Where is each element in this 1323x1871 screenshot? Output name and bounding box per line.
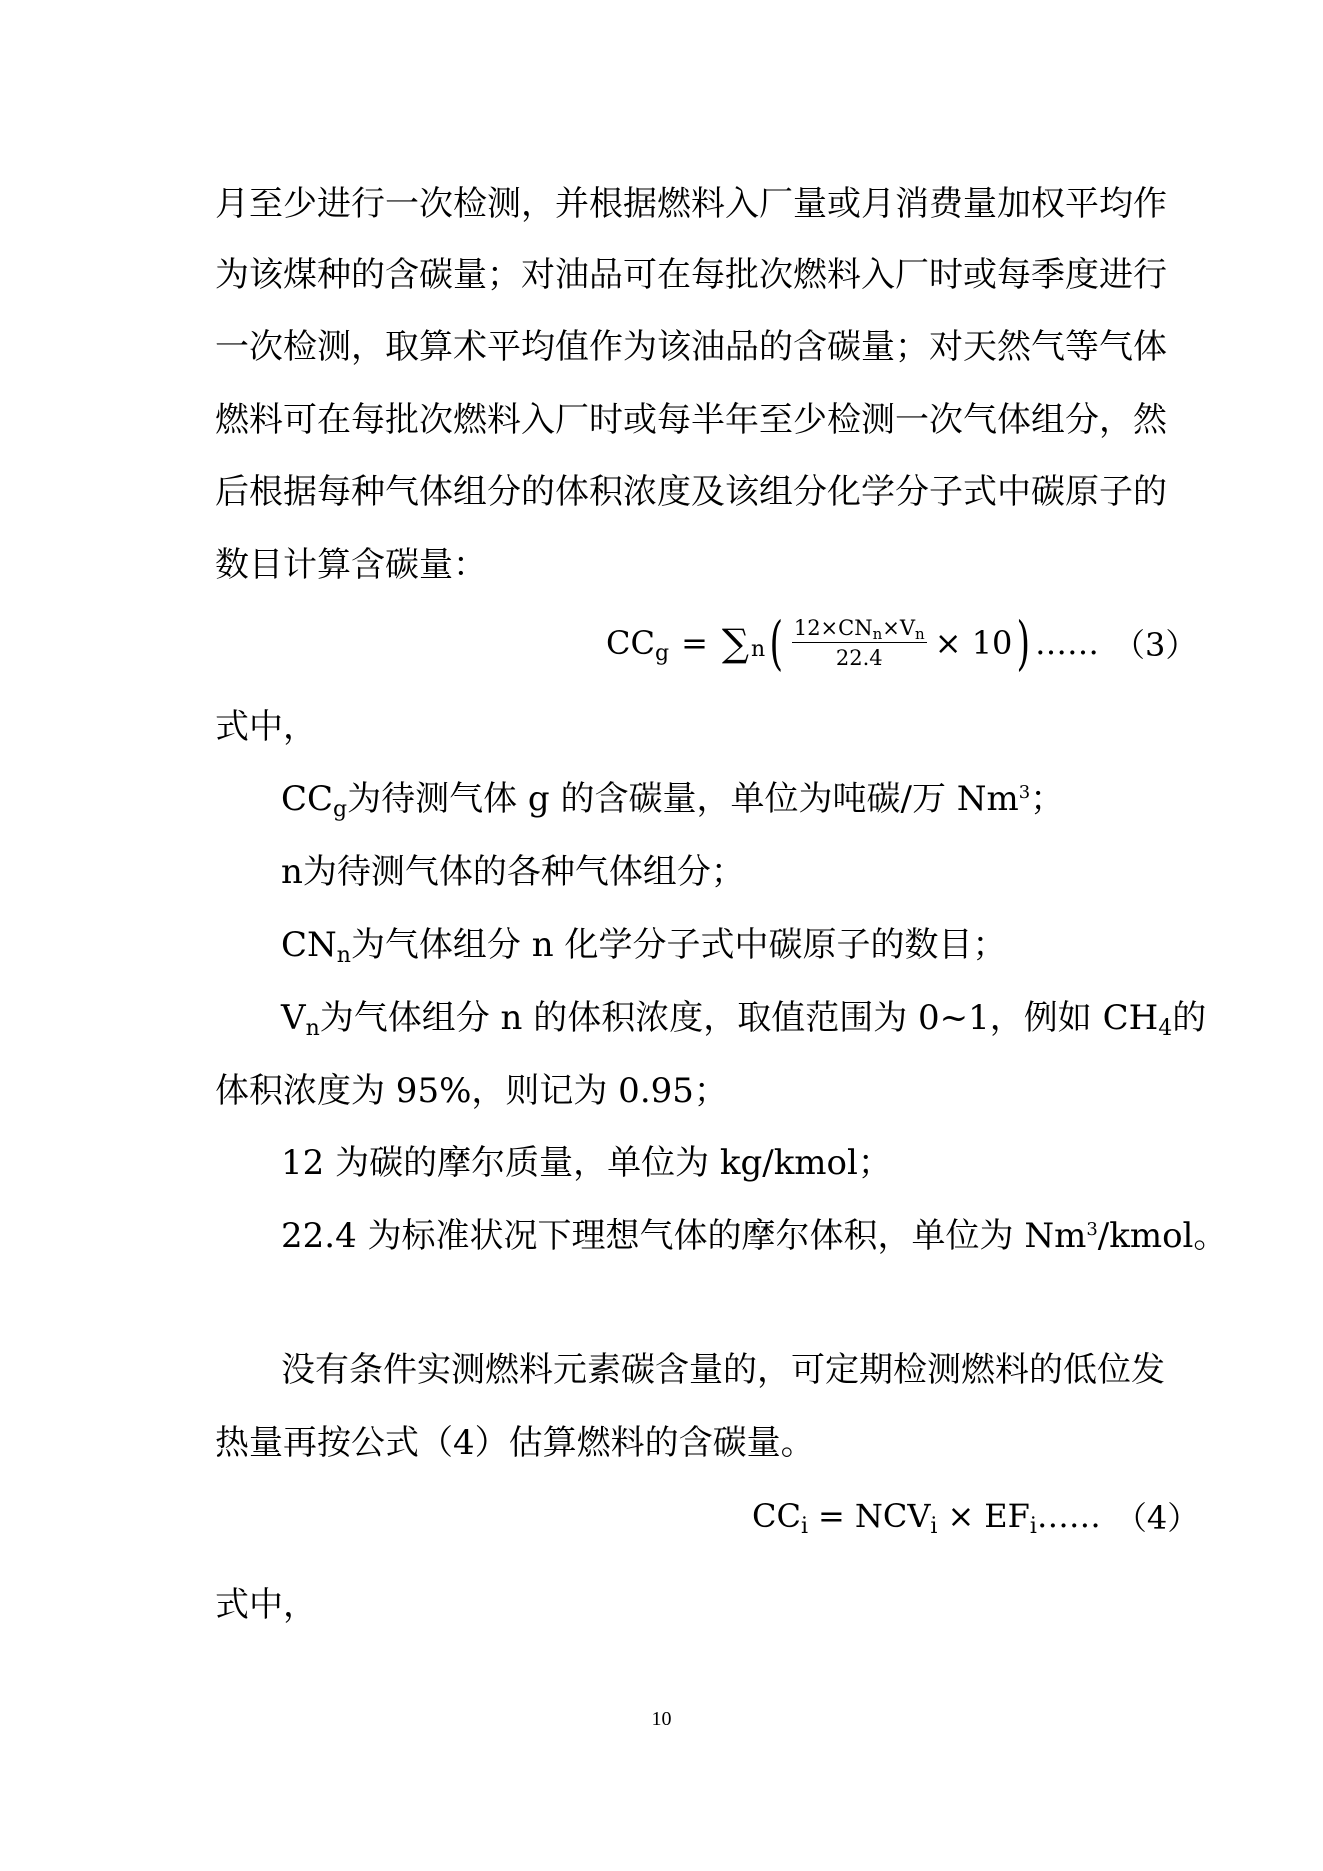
formula3-number: （3） — [1113, 626, 1198, 664]
left-paren: ( — [769, 609, 784, 677]
right-paren: ) — [1016, 609, 1031, 677]
def-ccg: $CC_g$为待测气体 g 的含碳量，单位为吨碳/万 Nm$^3$； — [281, 779, 1065, 822]
para1-line-5: 后根据每种气体组分的体积浓度及该组分化学分子式中碳原子的 — [215, 472, 1167, 512]
formula3-lhs: $CC_g$ — [606, 624, 670, 666]
def-22-4: 22.4 为标准状况下理想气体的摩尔体积，单位为 Nm$^3$/kmol。 — [281, 1216, 1228, 1256]
formula-3 — [606, 609, 1198, 677]
def-12: 12 为碳的摩尔质量，单位为 kg/kmol； — [281, 1143, 892, 1183]
para1-line-4: 燃料可在每批次燃料入厂时或每半年至少检测一次气体组分，然 — [215, 400, 1167, 440]
para1-line-6: 数目计算含碳量： — [215, 545, 487, 585]
formula4-equals: = — [818, 1497, 845, 1535]
where-label-1: 式中， — [215, 707, 317, 747]
sigma-symbol: ∑ — [721, 621, 750, 665]
formula3-dots: …… — [1035, 624, 1100, 662]
page-number: 10 — [651, 1708, 672, 1730]
formula4-lhs: $CC_i$ — [752, 1497, 809, 1539]
fraction — [792, 616, 927, 670]
sigma-subscript: n — [751, 636, 766, 662]
formula4-dots: …… — [1036, 1497, 1101, 1535]
def-n: n为待测气体的各种气体组分； — [281, 852, 745, 892]
para2-line-1: 没有条件实测燃料元素碳含量的，可定期检测燃料的低位发 — [281, 1350, 1165, 1390]
para1-line-3: 一次检测，取算术平均值作为该油品的含碳量；对天然气等气体 — [215, 327, 1167, 367]
para1-line-2: 为该煤种的含碳量；对油品可在每批次燃料入厂时或每季度进行 — [215, 255, 1167, 295]
formula-4 — [752, 1493, 1199, 1539]
para1-line-1: 月至少进行一次检测，并根据燃料入厂量或月消费量加权平均作 — [215, 184, 1167, 224]
formula3-times-ten: × 10 — [934, 624, 1013, 662]
fraction-denominator: 22.4 — [835, 646, 883, 670]
para2-line-2: 热量再按公式（4）估算燃料的含碳量。 — [215, 1423, 815, 1463]
formula4-times: × — [947, 1497, 975, 1535]
def-vn-line2: 体积浓度为 95%，则记为 0.95； — [215, 1071, 728, 1111]
formula4-ncv: $NCV_i$ — [854, 1497, 938, 1539]
formula4-number: （4） — [1114, 1499, 1200, 1537]
formula4-ef: $EF_i$ — [984, 1497, 1037, 1539]
fraction-numerator: $12\times CN_n\times V_n$ — [793, 616, 925, 643]
where-label-2: 式中， — [215, 1585, 317, 1625]
formula3-equals: = — [681, 624, 708, 662]
def-cnn: $CN_n$为气体组分 n 化学分子式中碳原子的数目； — [281, 925, 1007, 968]
def-vn-line1: $V_n$为气体组分 n 的体积浓度，取值范围为 0~1，例如 $CH_4$的 — [281, 998, 1207, 1041]
